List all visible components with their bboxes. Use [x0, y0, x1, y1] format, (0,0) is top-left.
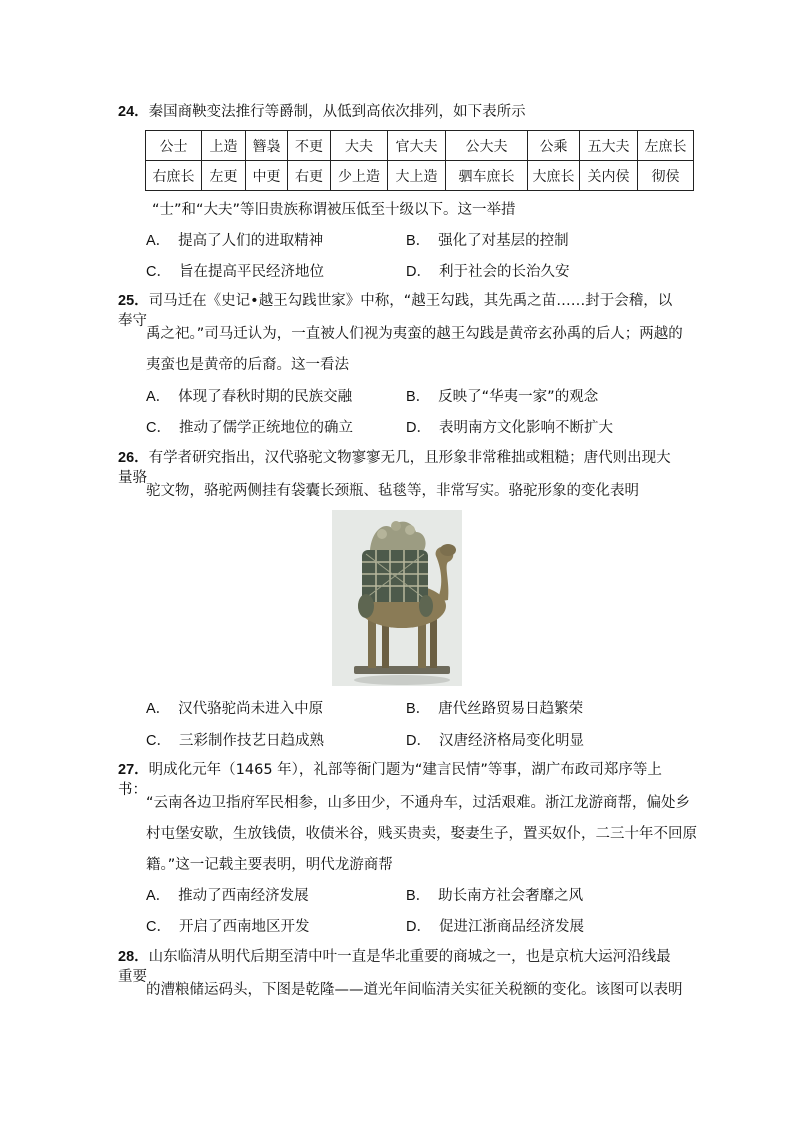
- table-cell: 驷车庶长: [446, 161, 528, 191]
- question-27-stem: 27．明成化元年（1465 年），礼部等衙门题为“建言民情”等事，湖广布政司郑序等上书：: [118, 762, 662, 798]
- table-cell: 右更: [288, 161, 331, 191]
- question-27-line-2: “云南各边卫指府军民相参，山多田少，不通舟车，过活艰难。浙江龙游商帮，偏处乡: [146, 795, 691, 811]
- table-cell: 少上造: [331, 161, 388, 191]
- option-c[interactable]: C． 开启了西南地区开发: [146, 919, 310, 935]
- table-cell: 中更: [246, 161, 288, 191]
- table-cell: 公大夫: [446, 131, 528, 161]
- question-25-line-2: 禹之祀。”司马迁认为，一直被人们视为夷蛮的越王勾践是黄帝玄孙禹的后人；两越的: [146, 326, 683, 342]
- option-d[interactable]: D． 利于社会的长治久安: [406, 264, 570, 280]
- option-d[interactable]: D． 表明南方文化影响不断扩大: [406, 420, 613, 436]
- table-cell: 官大夫: [388, 131, 446, 161]
- question-25-line-3: 夷蛮也是黄帝的后裔。这一看法: [146, 357, 349, 373]
- question-27-line-3: 村屯堡安歇，生放钱债，收债米谷，贱买贵卖，娶妻生子，置买奴仆，二三十年不回原: [146, 826, 697, 842]
- option-d[interactable]: D． 汉唐经济格局变化明显: [406, 733, 584, 749]
- question-text: 秦国商鞅变法推行等爵制，从低到高依次排列，如下表所示: [148, 104, 526, 120]
- option-b[interactable]: B． 反映了“华夷一家”的观念: [406, 389, 599, 405]
- question-number: 24．: [118, 104, 149, 120]
- question-25-stem: 25．司马迁在《史记•越王勾践世家》中称，“越王勾践，其先禹之苗……封于会稽，以奉守: [118, 293, 673, 329]
- table-cell: 左更: [202, 161, 246, 191]
- question-number: 25．: [118, 293, 149, 309]
- table-cell: 大上造: [388, 161, 446, 191]
- option-c[interactable]: C． 推动了儒学正统地位的确立: [146, 420, 353, 436]
- rank-table: [145, 130, 694, 191]
- table-cell: 公士: [146, 131, 202, 161]
- table-row: [146, 161, 694, 191]
- question-24-stem: [118, 102, 678, 122]
- option-a[interactable]: A． 提高了人们的进取精神: [146, 233, 324, 249]
- table-cell: 簪袅: [246, 131, 288, 161]
- table-cell: 彻侯: [638, 161, 694, 191]
- question-28-stem: 28．山东临清从明代后期至清中叶一直是华北重要的商城之一，也是京杭大运河沿线最重要: [118, 949, 671, 985]
- table-cell: 大庶长: [528, 161, 580, 191]
- option-c[interactable]: C． 三彩制作技艺日趋成熟: [146, 733, 324, 749]
- question-number: 27．: [118, 762, 149, 778]
- table-cell: 左庶长: [638, 131, 694, 161]
- question-26-line-2: 驼文物，骆驼两侧挂有袋囊长颈瓶、毡毯等，非常写实。骆驼形象的变化表明: [146, 483, 639, 499]
- question-number: 26．: [118, 450, 149, 466]
- question-24-continuation: “士”和“大夫”等旧贵族称谓被压低至十级以下。这一举措: [152, 202, 516, 218]
- option-d[interactable]: D． 促进江浙商品经济发展: [406, 919, 584, 935]
- option-a[interactable]: A． 汉代骆驼尚未进入中原: [146, 701, 324, 717]
- table-cell: 上造: [202, 131, 246, 161]
- question-27-line-4: 籍。”这一记载主要表明，明代龙游商帮: [146, 857, 393, 873]
- option-a[interactable]: A． 推动了西南经济发展: [146, 888, 309, 904]
- table-row: [146, 131, 694, 161]
- question-26-stem: 26．有学者研究指出，汉代骆驼文物寥寥无几，且形象非常稚拙或粗糙；唐代则出现大量骆: [118, 450, 671, 486]
- table-cell: 大夫: [331, 131, 388, 161]
- table-cell: 右庶长: [146, 161, 202, 191]
- option-c[interactable]: C． 旨在提高平民经济地位: [146, 264, 324, 280]
- table-cell: 不更: [288, 131, 331, 161]
- option-b[interactable]: B． 唐代丝路贸易日趋繁荣: [406, 701, 584, 717]
- table-cell: 五大夫: [580, 131, 638, 161]
- question-28-line-2: 的漕粮储运码头，下图是乾隆——道光年间临清关实征关税额的变化。该图可以表明: [146, 982, 683, 998]
- tang-camel-photo: [332, 510, 462, 686]
- option-b[interactable]: B． 强化了对基层的控制: [406, 233, 569, 249]
- option-a[interactable]: A． 体现了春秋时期的民族交融: [146, 389, 353, 405]
- option-b[interactable]: B． 助长南方社会奢靡之风: [406, 888, 584, 904]
- table-cell: 关内侯: [580, 161, 638, 191]
- question-number: 28．: [118, 949, 149, 965]
- camel-figure-icon: [332, 510, 462, 686]
- table-cell: 公乘: [528, 131, 580, 161]
